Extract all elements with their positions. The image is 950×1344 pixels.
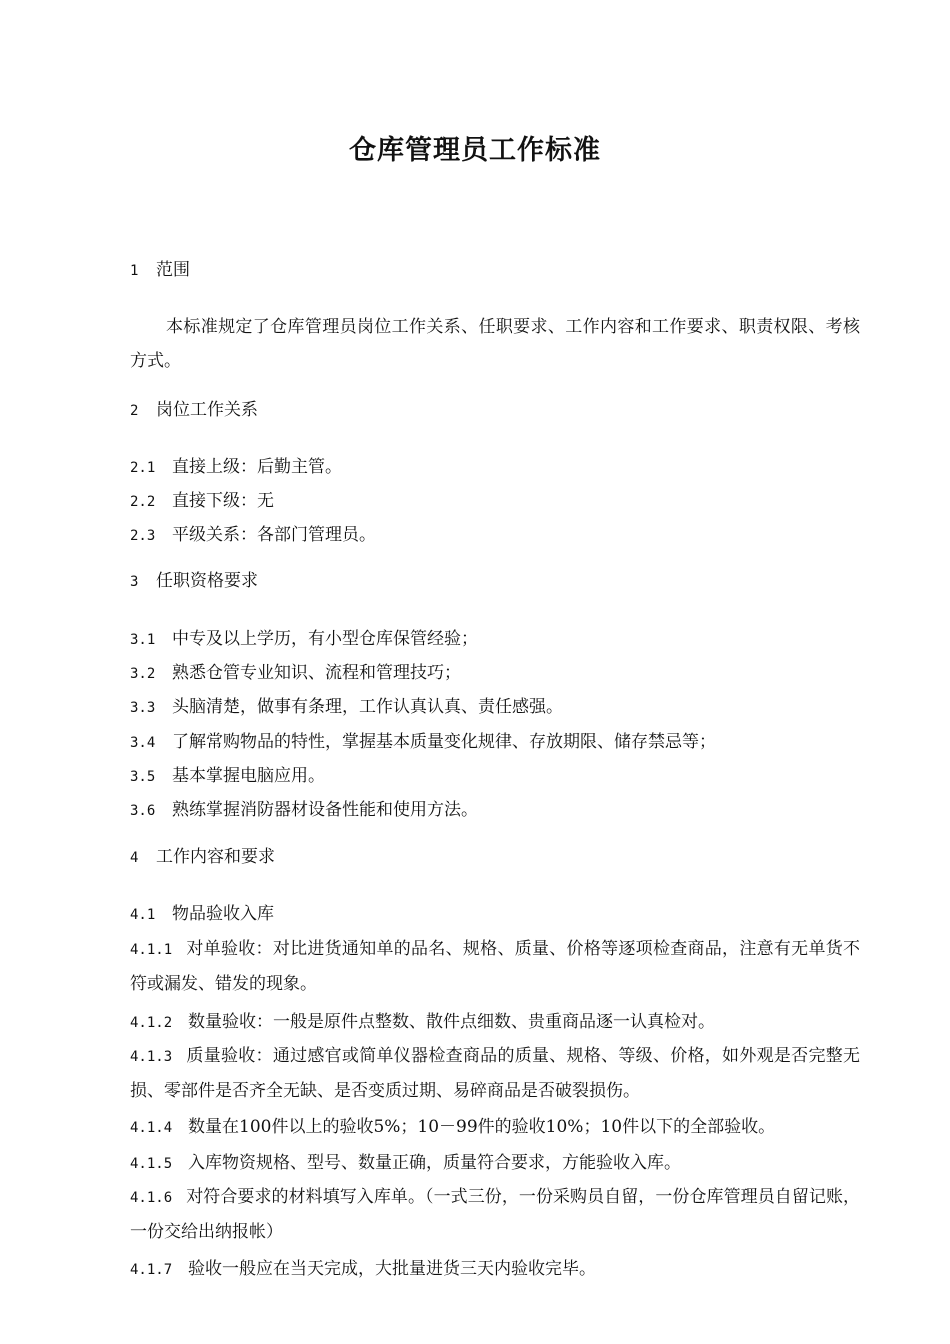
item-number: 4.1.7	[130, 1262, 173, 1278]
item-text: 熟练掌握消防器材设备性能和使用方法。	[172, 800, 478, 820]
section-number: 1	[130, 263, 139, 279]
item-text: 了解常购物品的特性，掌握基本质量变化规律、存放期限、储存禁忌等；	[172, 732, 716, 752]
item-2-1	[130, 450, 342, 484]
item-4-1	[130, 897, 274, 931]
item-number: 2.1	[130, 460, 156, 476]
item-text: 直接下级：无	[172, 491, 274, 511]
item-number: 4.1.1	[130, 942, 173, 958]
item-number: 3.4	[130, 735, 156, 751]
document-title: 仓库管理员工作标准	[349, 135, 601, 166]
item-text: 对符合要求的材料填写入库单。（一式三份，一份采购员自留，一份仓库管理员自留记账，一份交给出纳报帐）	[130, 1187, 860, 1242]
item-4-1-2	[130, 1005, 715, 1039]
item-number: 4.1.6	[130, 1190, 173, 1206]
item-number: 3.3	[130, 700, 156, 716]
item-3-4	[130, 725, 716, 759]
section-title: 任职资格要求	[156, 571, 258, 591]
item-4-1-6	[130, 1180, 860, 1249]
item-number: 2.3	[130, 528, 156, 544]
item-4-1-1	[130, 932, 860, 1001]
section-number: 4	[130, 850, 139, 866]
section-1-heading	[130, 253, 190, 287]
item-2-2	[130, 484, 274, 518]
item-text: 基本掌握电脑应用。	[172, 766, 325, 786]
item-4-1-3	[130, 1039, 860, 1108]
item-number: 4.1.3	[130, 1049, 173, 1065]
item-3-6	[130, 793, 478, 827]
item-text: 中专及以上学历，有小型仓库保管经验；	[172, 629, 478, 649]
section-title: 岗位工作关系	[156, 400, 258, 420]
item-text: 验收一般应在当天完成，大批量进货三天内验收完毕。	[188, 1259, 596, 1279]
section-4-heading	[130, 840, 275, 874]
item-2-3	[130, 518, 376, 552]
item-text: 物品验收入库	[172, 904, 274, 924]
item-number: 3.2	[130, 666, 156, 682]
item-3-2	[130, 656, 461, 690]
item-4-1-7	[130, 1252, 596, 1286]
item-4-1-4	[130, 1110, 775, 1144]
item-text: 数量验收：一般是原件点整数、散件点细数、贵重商品逐一认真检对。	[188, 1012, 715, 1032]
item-3-5	[130, 759, 325, 793]
section-title: 范围	[156, 260, 190, 280]
section-2-heading	[130, 393, 258, 427]
item-text: 直接上级：后勤主管。	[172, 457, 342, 477]
item-number: 3.5	[130, 769, 156, 785]
item-text: 数量在100件以上的验收5%；10－99件的验收10%；10件以下的全部验收。	[188, 1117, 776, 1137]
section-3-heading	[130, 564, 258, 598]
item-number: 4.1.4	[130, 1120, 173, 1136]
item-text: 入库物资规格、型号、数量正确，质量符合要求，方能验收入库。	[188, 1153, 681, 1173]
item-number: 3.1	[130, 632, 156, 648]
item-number: 4.1.2	[130, 1015, 173, 1031]
section-number: 3	[130, 574, 139, 590]
item-number: 4.1.5	[130, 1156, 173, 1172]
item-4-1-5	[130, 1146, 681, 1180]
section-title: 工作内容和要求	[156, 847, 275, 867]
item-number: 4.1	[130, 907, 156, 923]
item-3-1	[130, 622, 478, 656]
item-text: 头脑清楚，做事有条理，工作认真认真、责任感强。	[172, 697, 563, 717]
item-text: 熟悉仓管专业知识、流程和管理技巧；	[172, 663, 461, 683]
item-number: 3.6	[130, 803, 156, 819]
item-text: 对单验收：对比进货通知单的品名、规格、质量、价格等逐项检查商品，注意有无单货不符或漏发、错发的现象。	[130, 939, 860, 994]
item-text: 平级关系：各部门管理员。	[172, 525, 376, 545]
section-number: 2	[130, 403, 139, 419]
item-text: 质量验收：通过感官或简单仪器检查商品的质量、规格、等级、价格，如外观是否完整无损、零部件是否齐全无缺、是否变质过期、易碎商品是否破裂损伤。	[130, 1046, 860, 1101]
item-number: 2.2	[130, 494, 156, 510]
item-3-3	[130, 690, 563, 724]
scope-paragraph: 本标准规定了仓库管理员岗位工作关系、任职要求、工作内容和工作要求、职责权限、考核方式。	[130, 317, 860, 371]
